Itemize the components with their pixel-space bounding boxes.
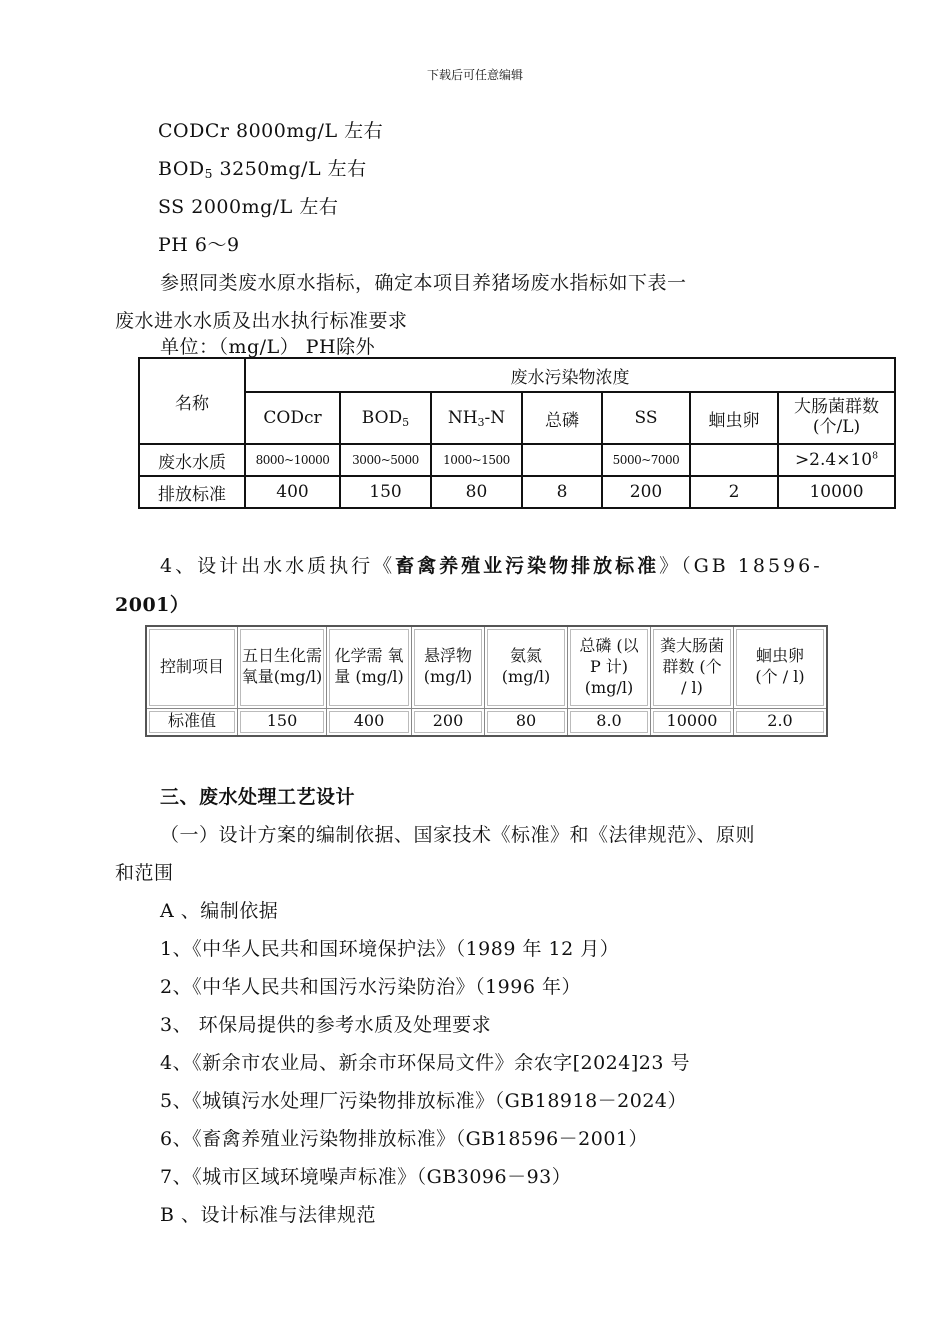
table2-header-coliform: 粪大肠菌 群数 (个 / l): [651, 626, 734, 708]
subsection-b-title: B 、设计标准与法律规范: [160, 1204, 377, 1226]
table2-header-nh3: 氨氮 (mg/l): [485, 626, 568, 708]
line-codcr: CODCr 8000mg/L 左右: [158, 120, 384, 142]
table1-cell: 200: [602, 476, 690, 508]
table1-col-codcr: CODcr: [245, 392, 340, 444]
table1-cell: 150: [340, 476, 431, 508]
subsection1-line1: （一）设计方案的编制依据、国家技术《标准》和《法律规范》、原则: [160, 824, 756, 846]
table2-header-bod: 五日生化需 氧量(mg/l): [238, 626, 327, 708]
table1-col-ss: SS: [602, 392, 690, 444]
reference-item: 7、《城市区域环境噪声标准》（GB3096－93）: [160, 1166, 572, 1188]
table1-cell: 80: [431, 476, 522, 508]
section4-line2: 2001）: [115, 594, 190, 616]
table1-row-label: 排放标准: [139, 476, 245, 508]
table1-row-label: 废水水质: [139, 444, 245, 476]
table2-row-label: 标准值: [146, 708, 238, 736]
table1-cell: 3000~5000: [340, 444, 431, 476]
reference-item: 2、《中华人民共和国污水污染防治》（1996 年）: [160, 976, 581, 998]
table2-cell: 80: [485, 708, 568, 736]
table1-name-header: 名称: [139, 358, 245, 444]
table1-col-tp: 总磷: [522, 392, 602, 444]
discharge-standard-table: [145, 625, 828, 737]
table1-col-eggs: 蛔虫卵: [690, 392, 778, 444]
table1-cell: 8: [522, 476, 602, 508]
section3-title: 三、废水处理工艺设计: [160, 786, 356, 808]
table1-col-coliform: 大肠菌群数 (个/L): [778, 392, 895, 444]
reference-item: 5、《城镇污水处理厂污染物排放标准》（GB18918－2024）: [160, 1090, 688, 1112]
reference-item: 4、《新余市农业局、新余市环保局文件》余农字[2024]23 号: [160, 1052, 690, 1074]
table1-cell: $>2.4\times 10^8$: [778, 444, 895, 476]
table2-header-ss: 悬浮物 (mg/l): [412, 626, 485, 708]
reference-item: 6、《畜禽养殖业污染物排放标准》（GB18596－2001）: [160, 1128, 649, 1150]
subsection-a-title: A 、编制依据: [160, 900, 279, 922]
page-header: 下载后可任意编辑: [426, 68, 523, 82]
line-ss: SS 2000mg/L 左右: [158, 196, 339, 218]
table1-group-header: 废水污染物浓度: [245, 358, 895, 392]
table1-cell: [690, 444, 778, 476]
table-row: [139, 476, 895, 508]
table2-header-item: 控制项目: [146, 626, 238, 708]
table2-cell: 8.0: [568, 708, 651, 736]
table2-cell: 150: [238, 708, 327, 736]
table-row: [146, 708, 827, 736]
table2-cell: 200: [412, 708, 485, 736]
table2-header-eggs: 蛔虫卵 (个 / l): [734, 626, 828, 708]
table2-header-cod: 化学需 氧 量 (mg/l): [327, 626, 412, 708]
line-bod5: $BOD_5$ 3250mg/L 左右: [158, 158, 367, 182]
table-row: [139, 444, 895, 476]
table1-col-bod5: $BOD_5$: [340, 392, 431, 444]
table1-col-nh3n: $NH_3-N$: [431, 392, 522, 444]
line-ph: PH 6～9: [158, 234, 240, 256]
table1-cell: 400: [245, 476, 340, 508]
unit-note: 单位：（mg/L） PH除外: [160, 336, 376, 358]
table2-header-tp: 总磷 (以 P 计) (mg/l): [568, 626, 651, 708]
table2-cell: 400: [327, 708, 412, 736]
table2-cell: 10000: [651, 708, 734, 736]
reference-item: 3、 环保局提供的参考水质及处理要求: [160, 1014, 492, 1036]
paragraph-intro-line2: 废水进水水质及出水执行标准要求: [115, 310, 408, 332]
paragraph-intro-line1: 参照同类废水原水指标，确定本项目养猪场废水指标如下表一: [160, 272, 687, 294]
subsection1-line2: 和范围: [115, 862, 174, 884]
table1-cell: [522, 444, 602, 476]
table2-cell: 2.0: [734, 708, 828, 736]
section4-line1: 4、设计出水水质执行《畜禽养殖业污染物排放标准》（GB 18596-: [160, 555, 823, 577]
table1-cell: 1000~1500: [431, 444, 522, 476]
wastewater-table: [138, 357, 896, 509]
table1-cell: 10000: [778, 476, 895, 508]
table1-cell: 8000~10000: [245, 444, 340, 476]
table1-cell: 2: [690, 476, 778, 508]
reference-item: 1、《中华人民共和国环境保护法》（1989 年 12 月）: [160, 938, 620, 960]
table1-cell: 5000~7000: [602, 444, 690, 476]
